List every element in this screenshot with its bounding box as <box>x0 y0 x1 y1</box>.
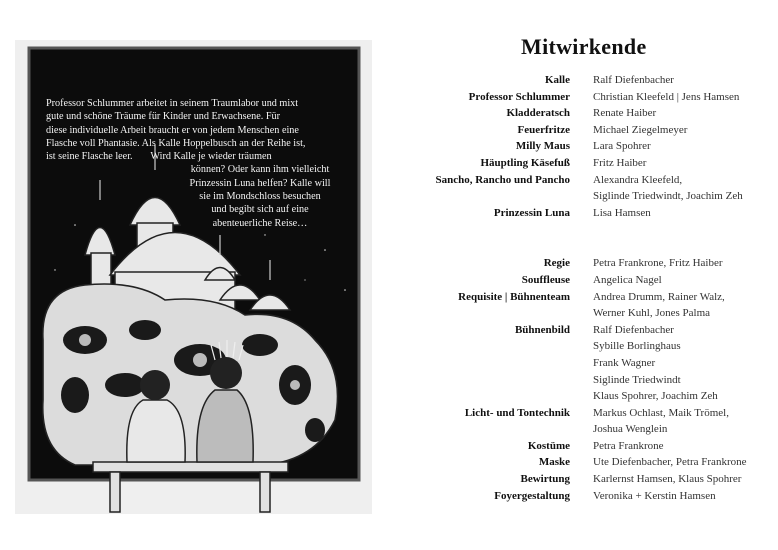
credit-name: Markus Ochlast, Maik Trömel, <box>593 406 729 419</box>
credit-role: Sancho, Rancho und Pancho <box>435 173 570 186</box>
credit-row <box>390 338 770 355</box>
credit-name: Christian Kleefeld | Jens Hamsen <box>593 90 740 103</box>
cover-illustration <box>15 40 372 514</box>
credit-name: Angelica Nagel <box>593 273 662 286</box>
credit-role: Maske <box>538 456 570 469</box>
credit-row <box>390 122 770 139</box>
credit-name: Petra Frankrone, Fritz Haiber <box>593 257 723 270</box>
credit-role <box>390 372 570 389</box>
section-gap <box>390 221 770 255</box>
intro-line: sie im Mondschloss besuchen <box>199 191 321 203</box>
credit-role: Licht- und Tontechnik <box>464 406 570 419</box>
credit-role: Regie <box>543 257 570 270</box>
credit-role <box>390 305 570 322</box>
page-title: Mitwirkende <box>521 34 647 59</box>
credit-row <box>390 438 770 455</box>
credit-name: Alexandra Kleefeld, <box>593 173 683 186</box>
credit-name: Joshua Wenglein <box>593 423 668 436</box>
credit-name: Klaus Spohrer, Joachim Zeh <box>593 390 718 403</box>
credit-row <box>390 488 770 505</box>
credit-role <box>390 355 570 372</box>
intro-line: und begibt sich auf eine <box>211 204 309 216</box>
credit-name: Ute Diefenbacher, Petra Frankrone <box>593 456 747 469</box>
credit-name: Sybille Borlinghaus <box>593 340 681 353</box>
intro-line-part: Wird Kalle je wieder träumen <box>150 151 272 163</box>
credit-row <box>390 454 770 471</box>
cast-section <box>390 72 770 221</box>
credit-role <box>390 188 570 205</box>
credit-name: Veronika + Kerstin Hamsen <box>593 489 716 502</box>
credit-role: Prinzessin Luna <box>493 206 570 219</box>
credit-row <box>390 289 770 306</box>
credit-row <box>390 89 770 106</box>
credit-name: Karlernst Hamsen, Klaus Spohrer <box>593 473 742 486</box>
credit-name: Ralf Diefenbacher <box>593 74 674 86</box>
credit-name: Werner Kuhl, Jones Palma <box>593 307 711 320</box>
intro-line: können? Oder kann ihm vielleicht <box>190 164 330 176</box>
credits-list <box>390 72 770 504</box>
credit-role: Feuerfritze <box>517 123 570 136</box>
credit-role: Foyergestaltung <box>494 489 570 502</box>
credit-role: Bewirtung <box>520 473 570 486</box>
credit-name: Ralf Diefenbacher <box>593 323 674 336</box>
credit-role <box>390 388 570 405</box>
credit-name: Lara Spohrer <box>593 140 651 153</box>
intro-line: gute und schöne Träume für Kinder und Erwachsene. Für <box>46 111 280 123</box>
intro-line: diese individuelle Arbeit braucht er von jedem Menschen eine <box>46 124 299 136</box>
credit-row <box>390 105 770 122</box>
credit-role: Bühnenbild <box>514 323 570 336</box>
credit-row <box>390 138 770 155</box>
credit-role: Kalle <box>544 74 570 86</box>
credit-name: Fritz Haiber <box>593 156 647 169</box>
credit-row <box>390 188 770 205</box>
credit-role: Kostüme <box>527 439 570 452</box>
intro-line: Prinzessin Luna helfen? Kalle will <box>189 177 331 189</box>
credit-name: Andrea Drumm, Rainer Walz, <box>593 290 725 303</box>
intro-line: abenteuerliche Reise… <box>212 217 308 229</box>
intro-line: Flasche voll Phantasie. Als Kalle Hoppelbusch an der Reihe ist, <box>46 137 306 149</box>
intro-line-part: ist seine Flasche leer. <box>46 151 133 163</box>
credit-name: Michael Ziegelmeyer <box>593 123 688 136</box>
credit-name: Frank Wagner <box>593 356 656 369</box>
credit-row <box>390 305 770 322</box>
credit-name: Siglinde Triedwindt, Joachim Zeh <box>593 190 743 203</box>
credit-row <box>390 388 770 405</box>
credit-name: Lisa Hamsen <box>593 206 651 219</box>
credit-role <box>390 338 570 355</box>
credit-row <box>390 155 770 172</box>
intro-line <box>46 150 364 163</box>
credit-row <box>390 205 770 222</box>
crew-section <box>390 255 770 504</box>
credit-role: Milly Maus <box>515 140 570 153</box>
credit-row <box>390 322 770 339</box>
credit-row <box>390 172 770 189</box>
credit-role: Requisite | Bühnenteam <box>458 290 570 303</box>
credit-role <box>390 421 570 438</box>
credit-row <box>390 421 770 438</box>
credit-name: Renate Haiber <box>593 107 657 120</box>
credit-name: Siglinde Triedwindt <box>593 373 681 386</box>
credit-role: Professor Schlummer <box>468 90 570 103</box>
credit-row <box>390 355 770 372</box>
credit-row <box>390 471 770 488</box>
credit-role: Kladderatsch <box>506 107 570 120</box>
credit-row <box>390 72 770 89</box>
intro-line: Professor Schlummer arbeitet in seinem Traumlabor und mixt <box>46 98 299 109</box>
credit-role: Souffleuse <box>521 273 570 286</box>
credit-row <box>390 272 770 289</box>
credit-role: Häuptling Käsefuß <box>480 156 570 169</box>
credit-row <box>390 372 770 389</box>
credit-row <box>390 255 770 272</box>
credit-row <box>390 405 770 422</box>
credit-name: Petra Frankrone <box>593 439 664 452</box>
intro-text <box>46 97 364 230</box>
